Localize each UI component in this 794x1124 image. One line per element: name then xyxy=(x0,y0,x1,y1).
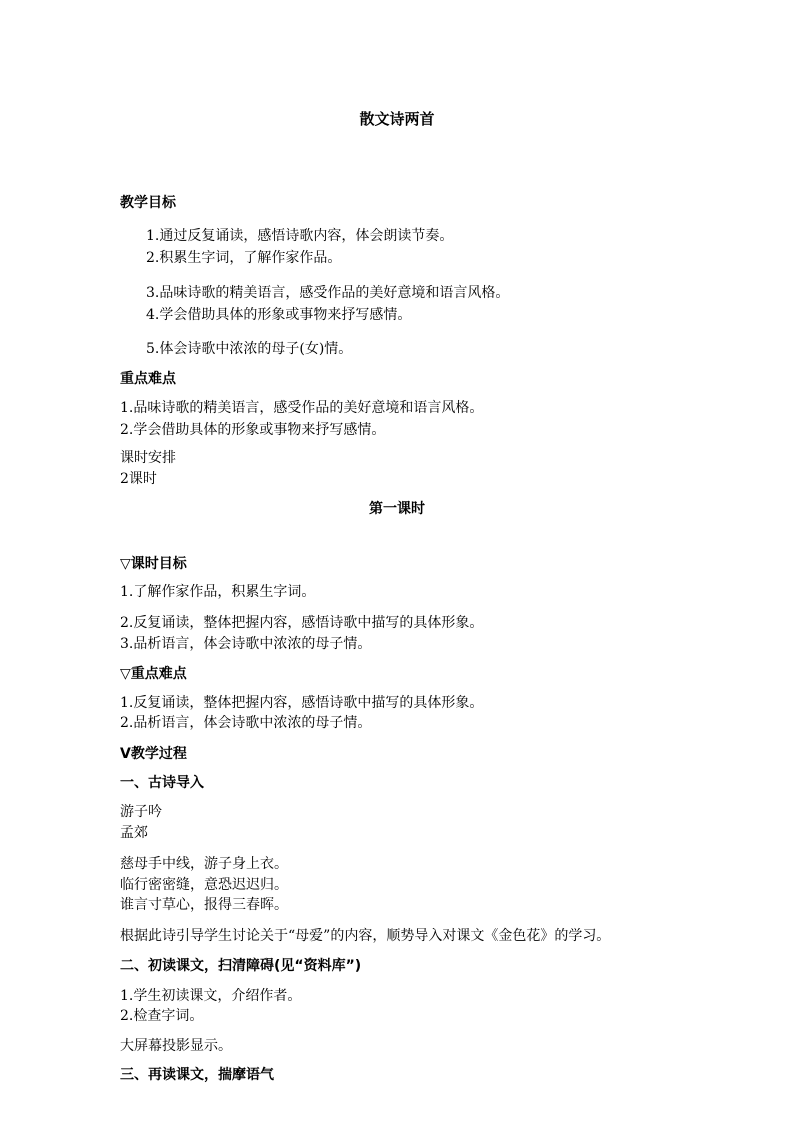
lesson-title: 第一课时 xyxy=(369,501,425,517)
process-heading: V教学过程 xyxy=(120,746,187,762)
goal-item: 4.学会借助具体的形象或事物来抒写感情。 xyxy=(146,307,412,323)
part3-heading: 三、再读课文，揣摩语气 xyxy=(120,1067,274,1083)
lesson-goal-item: 3.品析语言，体会诗歌中浓浓的母子情。 xyxy=(120,636,372,652)
part2-item: 1.学生初读课文，介绍作者。 xyxy=(120,988,302,1004)
goal-item: 5.体会诗歌中浓浓的母子(女)情。 xyxy=(146,341,353,357)
schedule-value: 2课时 xyxy=(120,471,157,487)
part2-item: 2.检查字词。 xyxy=(120,1008,204,1024)
poem-author: 孟郊 xyxy=(120,825,148,841)
lesson-key-heading: ▽重点难点 xyxy=(120,666,187,682)
lesson-key-item: 2.品析语言，体会诗歌中浓浓的母子情。 xyxy=(120,715,372,731)
poem-line: 慈母手中线，游子身上衣。 xyxy=(120,856,288,872)
key-points-heading: 重点难点 xyxy=(120,371,176,387)
part2-note: 大屏幕投影显示。 xyxy=(120,1038,232,1054)
goal-item: 2.积累生字词，了解作家作品。 xyxy=(146,250,342,266)
page-title: 散文诗两首 xyxy=(359,110,435,128)
poem-line: 临行密密缝，意恐迟迟归。 xyxy=(120,877,288,893)
part1-heading: 一、古诗导入 xyxy=(120,775,204,791)
part2-heading: 二、初读课文，扫清障碍(见“资料库”) xyxy=(120,958,362,974)
lesson-goal-item: 2.反复诵读，整体把握内容，感悟诗歌中描写的具体形象。 xyxy=(120,615,484,631)
lesson-key-item: 1.反复诵读，整体把握内容，感悟诗歌中描写的具体形象。 xyxy=(120,695,484,711)
lesson-goals-heading: ▽课时目标 xyxy=(120,556,187,572)
part1-note: 根据此诗引导学生讨论关于“母爱”的内容，顺势导入对课文《金色花》的学习。 xyxy=(120,928,611,944)
goal-item: 3.品味诗歌的精美语言，感受作品的美好意境和语言风格。 xyxy=(146,285,510,301)
lesson-goal-item: 1.了解作家作品，积累生字词。 xyxy=(120,584,316,600)
schedule-label: 课时安排 xyxy=(120,450,176,466)
key-point-item: 2.学会借助具体的形象或事物来抒写感情。 xyxy=(120,422,386,438)
key-point-item: 1.品味诗歌的精美语言，感受作品的美好意境和语言风格。 xyxy=(120,400,484,416)
teaching-goals-heading: 教学目标 xyxy=(120,195,176,211)
goal-item: 1.通过反复诵读，感悟诗歌内容，体会朗读节奏。 xyxy=(146,228,454,244)
poem-line: 谁言寸草心，报得三春晖。 xyxy=(120,897,288,913)
poem-title: 游子吟 xyxy=(120,804,162,820)
